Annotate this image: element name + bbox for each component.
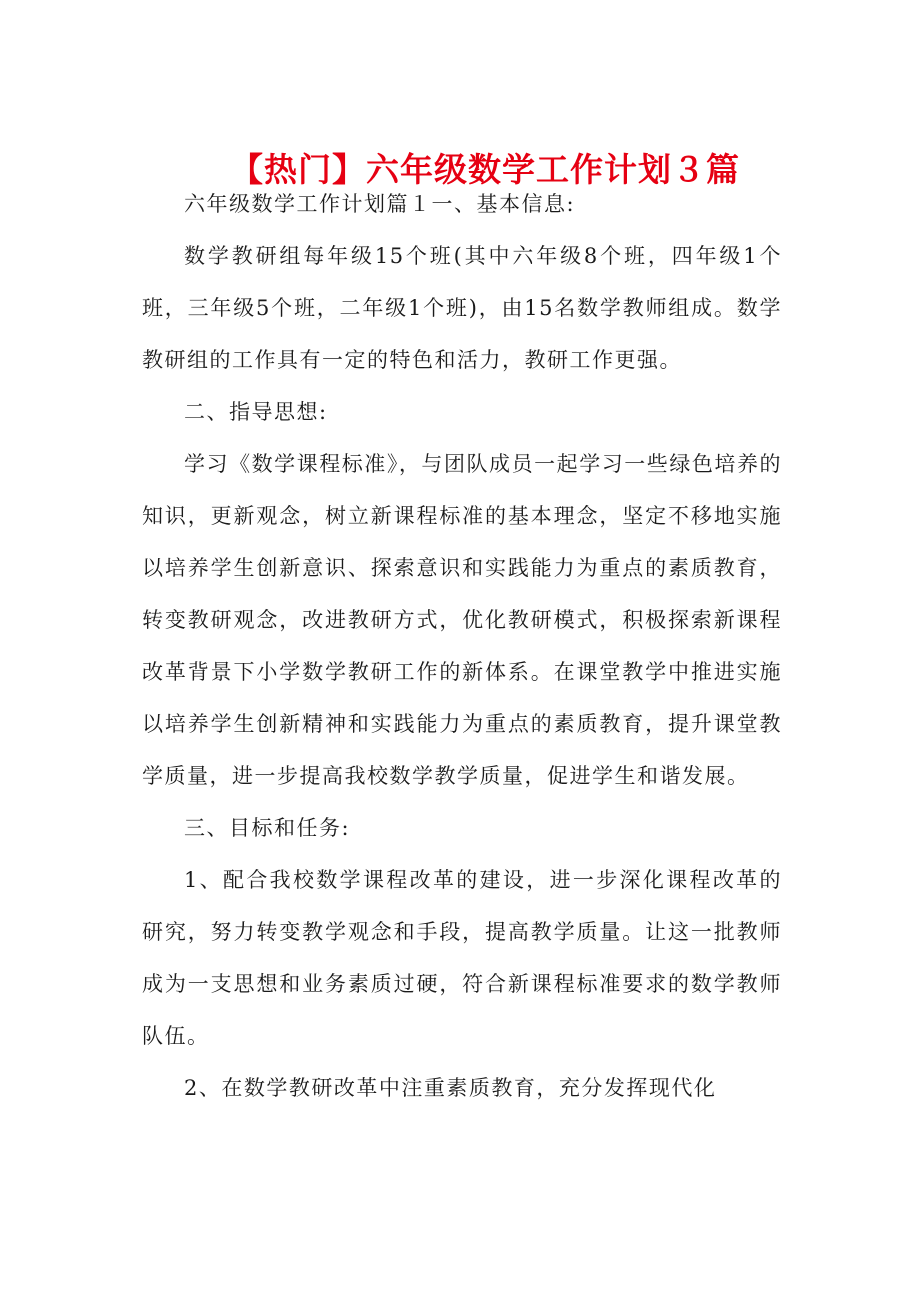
paragraph-guiding-ideology: 学习《数学课程标准》，与团队成员一起学习一些绿色培养的知识，更新观念，树立新课程标准的基本理念，坚定不移地实施以培养学生创新意识、探索意识和实践能力为重点的素质教育，转变教研观念，改进教研方式，优化教研模式，积极探索新课程改革背景下小学数学教研工作的新体系。在课堂教学中推进实施以培养学生创新精神和实践能力为重点的素质教育，提升课堂教学质量，进一步提高我校数学教学质量，促进学生和谐发展。 <box>142 452 782 788</box>
document-body <box>142 178 782 1114</box>
paragraph-goal-2: 2、在数学教研改革中注重素质教育，充分发挥现代化 <box>184 1076 717 1100</box>
paragraph-intro: 六年级数学工作计划篇１一、基本信息: <box>184 192 576 216</box>
heading-goals-tasks: 三、目标和任务: <box>184 816 351 840</box>
heading-guiding-ideology: 二、指导思想: <box>184 400 328 424</box>
paragraph-goal-1: 1、配合我校数学课程改革的建设，进一步深化课程改革的研究，努力转变教学观念和手段，提高教学质量。让这一批教师成为一支思想和业务素质过硬，符合新课程标准要求的数学教师队伍。 <box>142 868 782 1048</box>
document-title: 【热门】六年级数学工作计划３篇 <box>230 150 740 190</box>
paragraph-basic-info: 数学教研组每年级15个班(其中六年级8个班，四年级1个班，三年级5个班，二年级1个班)，由15名数学教师组成。数学教研组的工作具有一定的特色和活力，教研工作更强。 <box>142 244 782 372</box>
